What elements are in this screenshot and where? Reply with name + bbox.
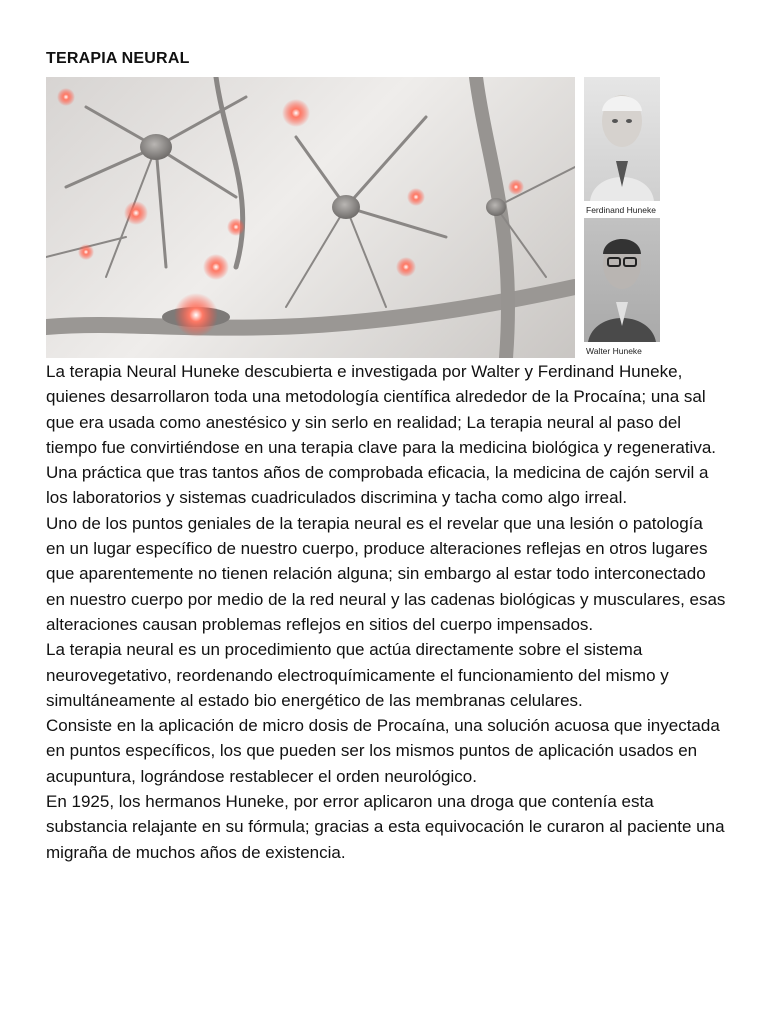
article-body xyxy=(46,359,726,865)
portrait-caption-walter: Walter Huneke xyxy=(586,346,642,356)
paragraph: Uno de los puntos geniales de la terapia neural es el revelar que una lesión o patología en un lugar específico de nuestro cuerpo, produce alteraciones reflejas en otros lugares que aparentemente no tienen relación alguna; sin embargo al estar todo interconectado en nuestro cuerpo por medio de la red neural y las cadenas biológicas y musculares, esas alteraciones causan problemas reflejos en sitios del cuerpo impensados. xyxy=(46,513,726,634)
neuron-illustration xyxy=(46,77,575,358)
paragraph: Consiste en la aplicación de micro dosis de Procaína, una solución acuosa que inyectada en puntos específicos, los que pueden ser los mismos puntos de aplicación usados en acupuntura, lográndose restablecer el orden neurológico. xyxy=(46,716,720,786)
paragraph: La terapia neural es un procedimiento que actúa directamente sobre el sistema neurovegetativo, reordenando electroquímicamente el funcionamiento del mismo y simultáneamente al estado bio energético de las membranas celulares. xyxy=(46,640,669,710)
paragraph: En 1925, los hermanos Huneke, por error aplicaron una droga que contenía esta substancia relajante en su fórmula; gracias a esta equivocación le curaron al paciente una migraña de muchos años de existencia. xyxy=(46,792,725,862)
portrait-walter-huneke xyxy=(584,218,660,342)
paragraph: Una práctica que tras tantos años de comprobada eficacia, la medicina de cajón servil a los laboratorios y sistemas cuadriculados discrimina y tacha como algo irreal. xyxy=(46,463,709,508)
portrait-ferdinand-huneke xyxy=(584,77,660,201)
portrait-caption-ferdinand: Ferdinand Huneke xyxy=(586,205,656,215)
page-title: TERAPIA NEURAL xyxy=(46,50,190,67)
man-with-glasses-portrait-icon xyxy=(584,218,660,342)
paragraph: La terapia Neural Huneke descubierta e investigada por Walter y Ferdinand Huneke, quienes desarrollaron toda una metodología científica alrededor de la Procaína; una sal que era usada como anestésico y sin serlo en realidad; La terapia neural al paso del tiempo fue convirtiéndose en una terapia clave para la medicina biológica y regenerativa. xyxy=(46,362,717,457)
man-portrait-icon xyxy=(584,77,660,201)
neuron-network-image xyxy=(46,77,575,358)
